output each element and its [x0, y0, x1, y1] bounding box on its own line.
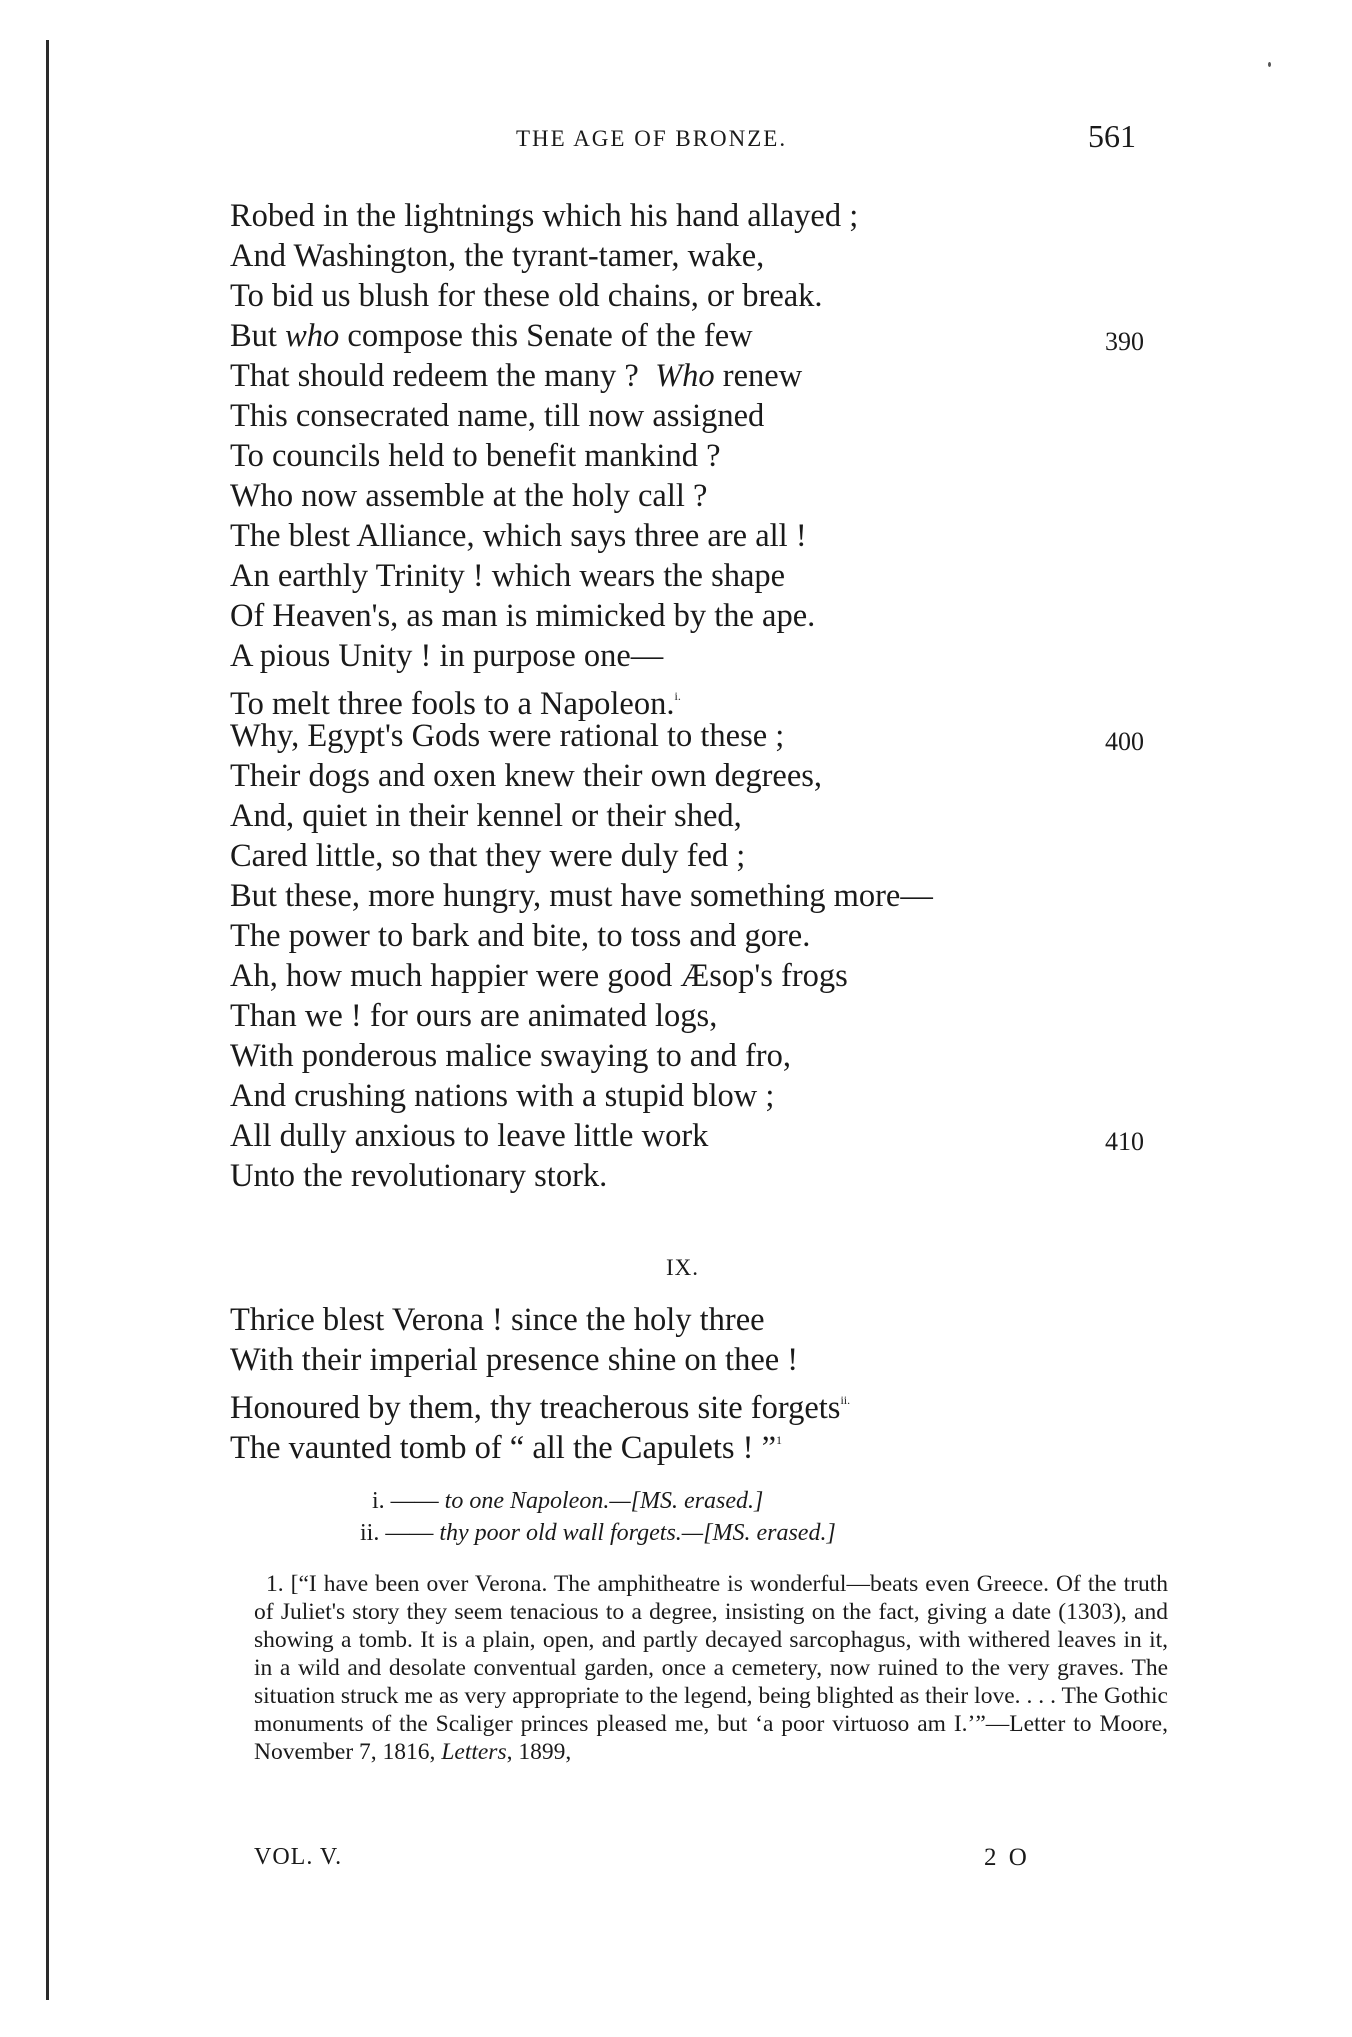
variant-dash: ——	[390, 1488, 439, 1514]
binding-edge-line	[46, 40, 49, 2000]
variant-source: —[MS. erased.]	[609, 1488, 764, 1514]
verse-line: And crushing nations with a stupid blow ;	[230, 1078, 775, 1114]
verse-line: Thrice blest Verona ! since the holy three	[230, 1302, 765, 1338]
variant-text: thy poor old wall forgets.	[439, 1520, 682, 1546]
variant-reference-mark: i.	[674, 689, 681, 703]
verse-line: The power to bark and bite, to toss and gore.	[230, 918, 811, 954]
scan-speck	[1268, 62, 1271, 67]
verse-line: A pious Unity ! in purpose one—	[230, 638, 664, 674]
variant-note-i	[372, 1488, 763, 1515]
variant-source: —[MS. erased.]	[681, 1520, 836, 1546]
verse-text: To melt three fools to a Napoleon.	[230, 686, 675, 722]
verse-line: And, quiet in their kennel or their shed,	[230, 798, 742, 834]
line-number: 390	[1105, 327, 1144, 356]
variant-marker: ii.	[360, 1520, 380, 1546]
verse-line: That should redeem the many ? Who renew	[230, 358, 803, 394]
verse-line: But these, more hungry, must have something more—	[230, 878, 933, 914]
verse-line: This consecrated name, till now assigned	[230, 398, 765, 434]
volume-label: VOL. V.	[254, 1844, 343, 1870]
section-number: IX.	[666, 1255, 700, 1280]
footnote-body: “I have been over Verona. The amphitheatre is wonderful—beats even Greece. Of the truth of Juliet's story they seem tenacious to a degree, insisting on the fact, giving a date (1303), and showing a tomb. It is a plain, open, and partly decayed sarcophagus, with withered leaves in it, in a wild and desolate conventual garden, once a cemetery, now ruined to the very graves. The situation struck me as very appropriate to the legend, being blighted as their love. . . . The Gothic monuments of the Scaliger princes pleased me, but ‘a poor virtuoso am I.’”—Letter to Moore, November 7, 1816,	[254, 1571, 1169, 1765]
verse-line: Unto the revolutionary stork.	[230, 1158, 608, 1194]
verse-line: Their dogs and oxen knew their own degrees,	[230, 758, 823, 794]
verse-line: Robed in the lightnings which his hand allayed ;	[230, 198, 859, 234]
verse-text: The vaunted tomb of “ all the Capulets ! ”	[230, 1430, 777, 1466]
signature-mark: 2 O	[984, 1844, 1030, 1871]
footnote-source-title: Letters	[441, 1739, 507, 1765]
verse-line: And Washington, the tyrant-tamer, wake,	[230, 238, 765, 274]
verse-line: With their imperial presence shine on thee !	[230, 1342, 799, 1378]
line-number: 410	[1105, 1127, 1144, 1156]
verse-line: Cared little, so that they were duly fed ;	[230, 838, 746, 874]
verse-text: Honoured by them, thy treacherous site forgets	[230, 1390, 841, 1426]
variant-note-ii	[360, 1520, 836, 1547]
running-head: THE AGE OF BRONZE.	[516, 126, 788, 151]
footnote-tail: , 1899,	[506, 1739, 572, 1765]
verse-line: Who now assemble at the holy call ?	[230, 478, 708, 514]
verse-line: Ah, how much happier were good Æsop's frogs	[230, 958, 848, 994]
verse-line: To bid us blush for these old chains, or break.	[230, 278, 823, 314]
verse-line	[230, 1420, 782, 1468]
verse-line: To councils held to benefit mankind ?	[230, 438, 721, 474]
footnote-1	[254, 1570, 1168, 1766]
variant-marker: i.	[372, 1488, 385, 1514]
line-number: 400	[1105, 727, 1144, 756]
page-number: 561	[1088, 118, 1136, 154]
verse-line: With ponderous malice swaying to and fro,	[230, 1038, 791, 1074]
variant-reference-mark: ii.	[840, 1393, 851, 1407]
verse-line: The blest Alliance, which says three are all !	[230, 518, 807, 554]
verse-line: Of Heaven's, as man is mimicked by the ape.	[230, 598, 816, 634]
verse-line: Why, Egypt's Gods were rational to these ;	[230, 718, 785, 754]
verse-line: An earthly Trinity ! which wears the shape	[230, 558, 786, 594]
verse-line: Than we ! for ours are animated logs,	[230, 998, 718, 1034]
verse-line: All dully anxious to leave little work	[230, 1118, 709, 1154]
verse-line: But who compose this Senate of the few	[230, 318, 753, 354]
footnote-reference-mark: 1	[776, 1433, 783, 1447]
variant-dash: ——	[385, 1520, 434, 1546]
footnote-marker: 1. [	[266, 1571, 299, 1597]
variant-text: to one Napoleon.	[444, 1488, 610, 1514]
